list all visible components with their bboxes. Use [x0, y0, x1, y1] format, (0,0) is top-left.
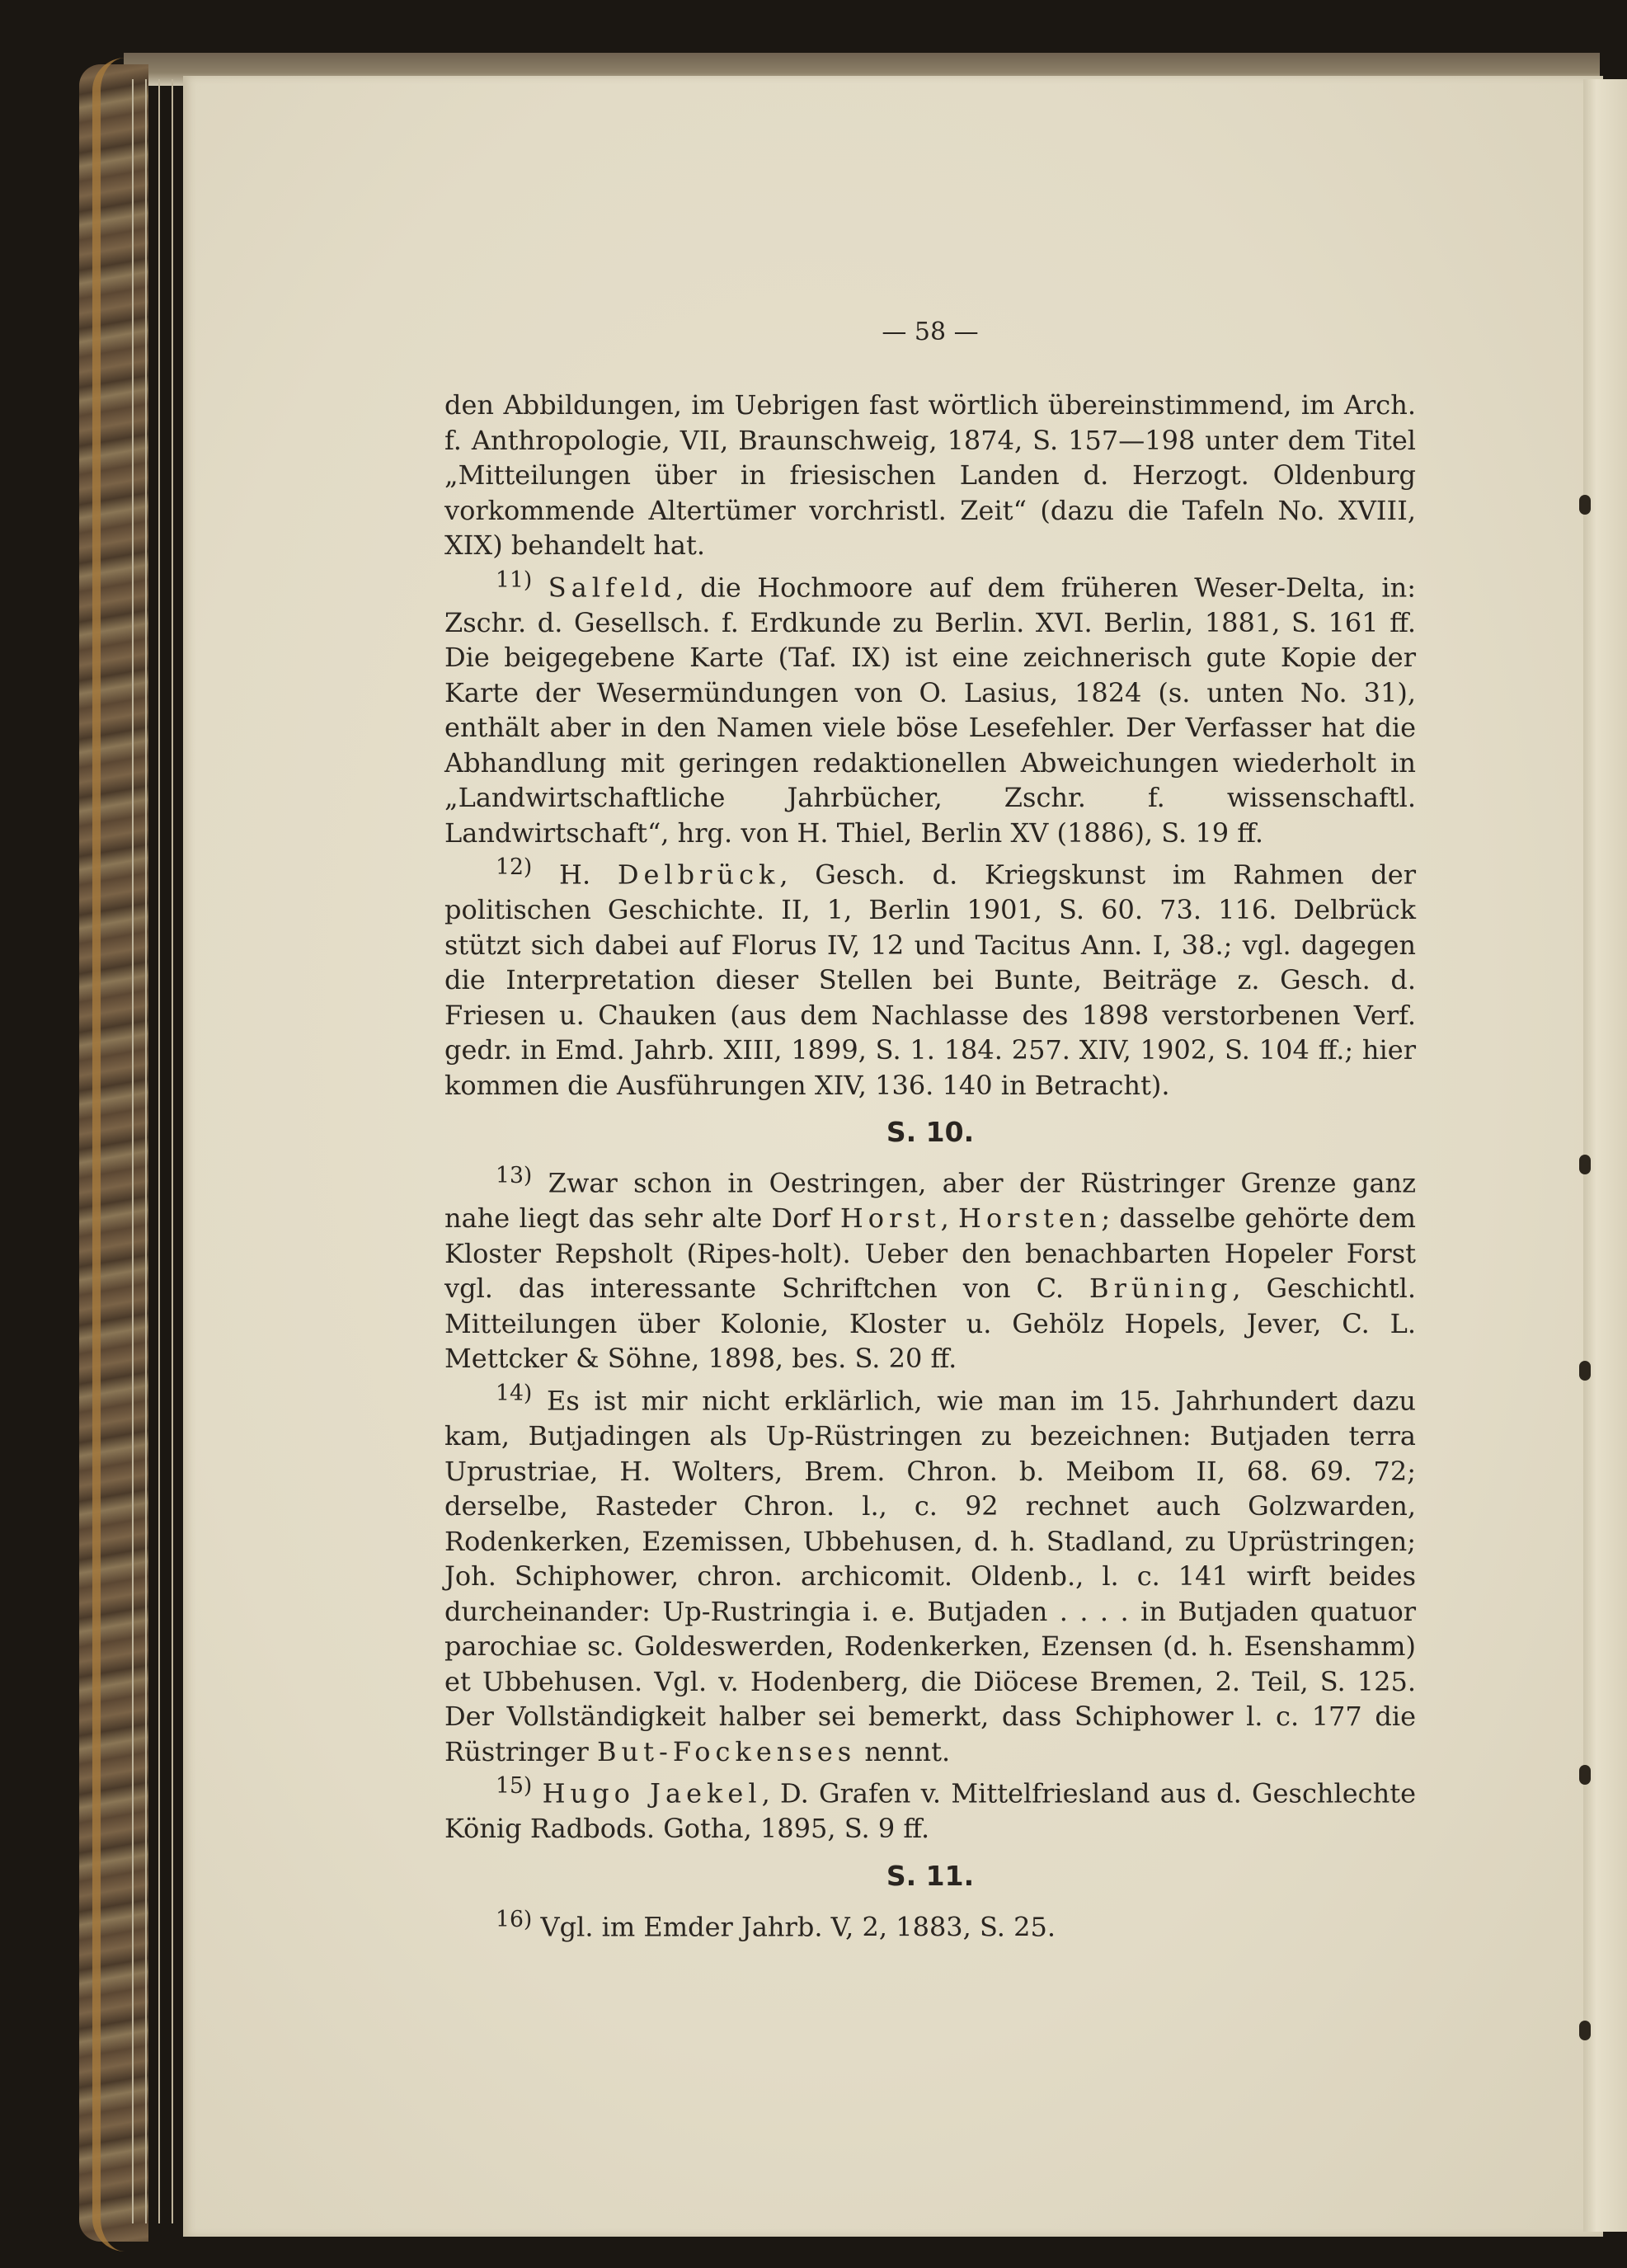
- author-initial: H.: [559, 859, 618, 891]
- footnote-text: ; dasselbe gehörte dem Kloster Repsholt (Ripes-holt). Ueber den benachbarten Hopeler Forst vgl. das interessante Schriftchen von C.: [444, 1202, 1417, 1305]
- page-stack-edge: [172, 79, 173, 2223]
- footnote-mark: 12): [496, 854, 533, 881]
- book-gutter: [1583, 79, 1627, 2232]
- author-name: Delbrück: [617, 859, 780, 891]
- footnote-mark: 11): [496, 567, 533, 593]
- footnote-text: ,: [940, 1202, 959, 1235]
- footnote-15: [444, 1769, 1416, 1847]
- footnote-mark: 14): [496, 1380, 533, 1406]
- page-stack-edge: [145, 79, 147, 2223]
- footnote-13: [444, 1159, 1416, 1376]
- footnote-text: , Gesch. d. Kriegskunst im Rahmen der politischen Geschichte. II, 1, Berlin 1901, S. 60. 73. 116. Delbrück stützt sich dabei auf Florus IV, 12 und Tacitus Ann. I, 38.; vgl. dagegen die Interpretation dieser Stellen bei Bunte, Beiträge z. Gesch. d. Friesen u. Chauken (aus dem Nachlasse des 1898 verstorbenen Verf. gedr. in Emd. Jahrb. XIII, 1899, S. 1. 184. 257. XIV, 1902, S. 104 ff.; hier kommen die Ausführungen XIV, 136. 140 in Betracht).: [444, 859, 1417, 1101]
- footnotes-body: [444, 388, 1416, 1945]
- binding-hole: [1579, 2021, 1591, 2040]
- section-heading-10: S. 10.: [886, 1116, 975, 1149]
- spaced-name: Brüning: [1089, 1273, 1233, 1305]
- footnote-text: , die Hochmoore auf dem früheren Weser-Delta, in: Zschr. d. Gesellsch. f. Erdkunde zu Berlin. XVI. Berlin, 1881, S. 161 ff. Die beigegebene Karte (Taf. IX) ist eine zeichnerisch gute Kopie der Karte der Wesermündungen von O. Lasius, 1824 (s. unten No. 31), enthält aber in den Namen viele böse Lesefehler. Der Verfasser hat die Abhandlung mit geringen redaktionellen Abweichungen wiederholt in „Landwirtschaftliche Jahrbücher, Zschr. f. wissenschaftl. Landwirtschaft“, hrg. von H. Thiel, Berlin XV (1886), S. 19 ff.: [444, 572, 1417, 849]
- page-stack-edge: [132, 79, 134, 2223]
- continuation-paragraph: den Abbildungen, im Uebrigen fast wörtlich übereinstimmend, im Arch. f. Anthropologie, VII, Braunschweig, 1874, S. 157—198 unter dem Titel „Mitteilungen über in friesischen Landen d. Herzogt. Oldenburg vorkommende Altertümer vorchristl. Zeit“ (dazu die Tafeln No. XVIII, XIX) behandelt hat.: [444, 389, 1416, 561]
- footnote-14: [444, 1376, 1416, 1769]
- spaced-name: But-Fockenses: [597, 1735, 857, 1767]
- spaced-name: Horsten: [958, 1202, 1102, 1235]
- section-heading-11: S. 11.: [886, 1859, 975, 1892]
- book-cover-edge: [92, 58, 150, 2252]
- page-stack-edge: [158, 79, 160, 2223]
- binding-hole: [1579, 1765, 1591, 1785]
- footnote-text: , D. Grafen v. Mittelfriesland aus d. Geschlechte König Radbods. Gotha, 1895, S. 9 ff.: [444, 1777, 1417, 1845]
- footnote-mark: 13): [496, 1163, 533, 1189]
- footnote-12: [444, 850, 1416, 1103]
- footnote-11: [444, 563, 1416, 851]
- author-name: Salfeld: [548, 572, 676, 604]
- footnote-16: [444, 1903, 1416, 1945]
- footnote-text: Vgl. im Emder Jahrb. V, 2, 1883, S. 25.: [540, 1911, 1056, 1943]
- spaced-name: Horst: [839, 1202, 941, 1235]
- footnote-mark: 15): [496, 1773, 533, 1800]
- binding-hole: [1579, 1155, 1591, 1174]
- author-name: Hugo Jaekel: [542, 1777, 762, 1809]
- binding-hole: [1579, 495, 1591, 515]
- footnote-text: Es ist mir nicht erklärlich, wie man im 15. Jahrhundert dazu kam, Butjadingen als Up-Rüstringen zu bezeichnen: Butjaden terra Uprustriae, H. Wolters, Brem. Chron. b. Meibom II, 68. 69. 72; derselbe, Rasteder Chron. l., c. 92 rechnet auch Golzwarden, Rodenkerken, Ezemissen, Ubbehusen, d. h. Stadland, zu Uprüstringen; Joh. Schiphower, chron. archicomit. Oldenb., l. c. 141 wirft beides durcheinander: Up-Rustringia i. e. Butjaden . . . . in Butjaden quatuor parochiae sc. Goldeswerden, Rodenkerken, Ezensen (d. h. Esenshamm) et Ubbehusen. Vgl. v. Hodenberg, die Diöcese Bremen, 2. Teil, S. 125. Der Vollständigkeit halber sei bemerkt, dass Schiphower l. c. 177 die Rüstringer: [444, 1385, 1417, 1767]
- binding-hole: [1579, 1361, 1591, 1381]
- footnote-text: , Geschichtl. Mitteilungen über Kolonie, Kloster u. Gehölz Hopels, Jever, C. L. Mettcker & Söhne, 1898, bes. S. 20 ff.: [444, 1273, 1417, 1375]
- page-number: — 58 —: [882, 318, 979, 346]
- footnote-mark: 16): [496, 1906, 533, 1932]
- footnote-text: nennt.: [856, 1735, 951, 1767]
- footnote-text: Zwar schon in Oestringen, aber der Rüstringer Grenze ganz nahe liegt das sehr alte Dorf: [444, 1167, 1417, 1235]
